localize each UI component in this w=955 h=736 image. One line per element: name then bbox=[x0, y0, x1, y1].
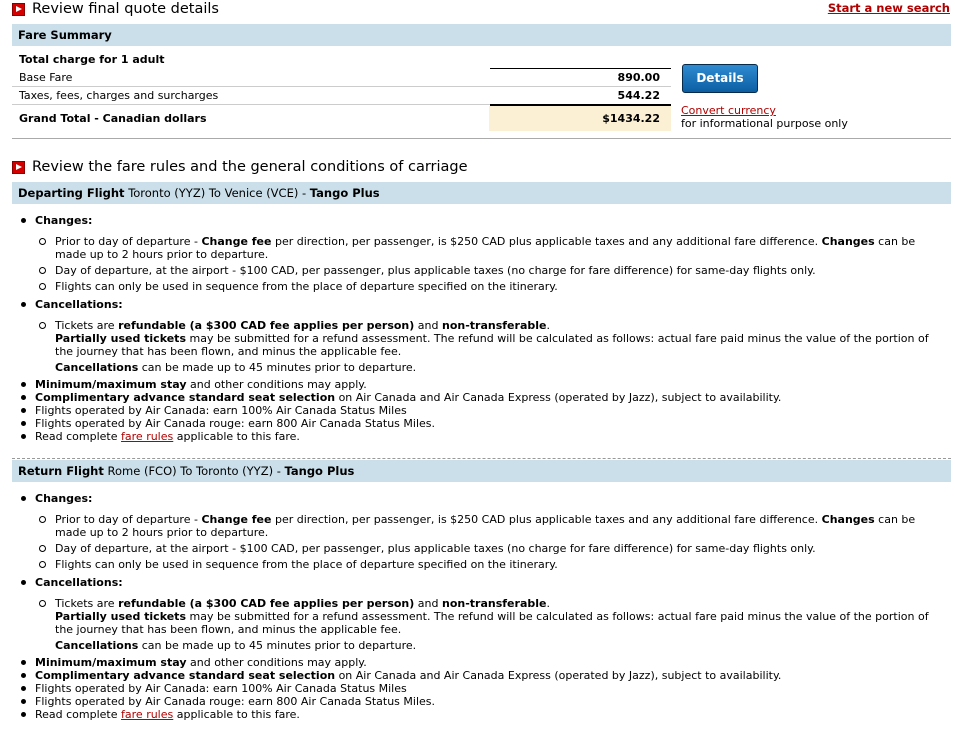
list-item: Minimum/maximum stay and other conditions may apply. bbox=[0, 378, 955, 391]
fare-summary-title: Fare Summary bbox=[18, 28, 112, 42]
list-item: Prior to day of departure - Change fee per direction, per passenger, is $250 CAD plus applicable taxes and any additional fare difference. Changes can be made up to 2 hours prior to departure. bbox=[0, 235, 955, 261]
quote-header bbox=[0, 0, 955, 20]
list-item: Flights operated by Air Canada: earn 100% Air Canada Status Miles bbox=[0, 682, 955, 695]
list-item: Minimum/maximum stay and other conditions may apply. bbox=[0, 656, 955, 669]
departing-flight-band bbox=[12, 182, 951, 204]
start-new-search-link[interactable]: Start a new search bbox=[827, 1, 950, 15]
cancellations-heading: Cancellations: bbox=[35, 298, 123, 311]
list-item: Flights can only be used in sequence from the place of departure specified on the itinerary. bbox=[0, 558, 955, 571]
list-item bbox=[0, 576, 955, 589]
list-item: Tickets are refundable (a $300 CAD fee applies per person) and non-transferable. Partially used tickets may be submitted for a refund assessment. The refund will be calculated as follows: actual fare paid minus the value of the portion of the journey that has been flown, and minus the applicable fee. Cancellations can be made up to 45 minutes prior to departure. bbox=[0, 597, 955, 652]
grand-total-value: $1434.22 bbox=[602, 112, 660, 125]
divider bbox=[490, 68, 671, 69]
fare-rules-link[interactable]: fare rules bbox=[121, 430, 174, 443]
return-flight-band bbox=[12, 460, 951, 482]
list-item: Day of departure, at the airport - $100 CAD, per passenger, plus applicable taxes (no charge for fare difference) for same-day flights only. bbox=[0, 542, 955, 555]
list-item: Complimentary advance standard seat selection on Air Canada and Air Canada Express (operated by Jazz), subject to availability. bbox=[0, 391, 955, 404]
list-item: Prior to day of departure - Change fee per direction, per passenger, is $250 CAD plus applicable taxes and any additional fare difference. Changes can be made up to 2 hours prior to departure. bbox=[0, 513, 955, 539]
divider bbox=[12, 86, 671, 87]
flight-route: Toronto (YYZ) To Venice (VCE) - bbox=[128, 186, 307, 200]
base-fare-value: 890.00 bbox=[617, 71, 660, 84]
fare-rules-title: Review the fare rules and the general conditions of carriage bbox=[32, 159, 468, 175]
page-title: Review final quote details bbox=[32, 1, 219, 17]
base-fare-label: Base Fare bbox=[19, 71, 73, 84]
divider bbox=[12, 458, 951, 459]
flight-route: Rome (FCO) To Toronto (YYZ) - bbox=[107, 464, 281, 478]
list-item: Flights operated by Air Canada rouge: earn 800 Air Canada Status Miles. bbox=[0, 695, 955, 708]
return-conditions bbox=[0, 492, 955, 721]
fare-class: Tango Plus bbox=[309, 186, 380, 200]
fare-summary-band bbox=[12, 24, 951, 46]
list-item: Flights can only be used in sequence from the place of departure specified on the itinerary. bbox=[0, 280, 955, 293]
list-item: Tickets are refundable (a $300 CAD fee applies per person) and non-transferable. Partially used tickets may be submitted for a refund assessment. The refund will be calculated as follows: actual fare paid minus the value of the portion of the journey that has been flown, and minus the applicable fee. Cancellations can be made up to 45 minutes prior to departure. bbox=[0, 319, 955, 374]
list-item: Read complete fare rules applicable to this fare. bbox=[0, 430, 955, 443]
section-arrow-icon bbox=[12, 3, 25, 16]
departing-conditions bbox=[0, 214, 955, 443]
total-charge-label: Total charge for 1 adult bbox=[19, 53, 165, 66]
list-item bbox=[0, 492, 955, 505]
list-item: Complimentary advance standard seat selection on Air Canada and Air Canada Express (operated by Jazz), subject to availability. bbox=[0, 669, 955, 682]
informational-note: for informational purpose only bbox=[681, 117, 848, 130]
list-item: Day of departure, at the airport - $100 CAD, per passenger, plus applicable taxes (no charge for fare difference) for same-day flights only. bbox=[0, 264, 955, 277]
flight-type-label: Departing Flight bbox=[18, 186, 125, 200]
fare-rules-header bbox=[0, 158, 955, 178]
fare-class: Tango Plus bbox=[284, 464, 355, 478]
cancellations-heading: Cancellations: bbox=[35, 576, 123, 589]
taxes-label: Taxes, fees, charges and surcharges bbox=[19, 89, 219, 102]
convert-currency-link[interactable]: Convert currency bbox=[681, 104, 776, 117]
list-item: Flights operated by Air Canada: earn 100% Air Canada Status Miles bbox=[0, 404, 955, 417]
changes-heading: Changes: bbox=[35, 492, 93, 505]
list-item: Read complete fare rules applicable to this fare. bbox=[0, 708, 955, 721]
divider bbox=[12, 138, 951, 139]
list-item bbox=[0, 298, 955, 311]
fare-rules-link[interactable]: fare rules bbox=[121, 708, 174, 721]
grand-total-label: Grand Total - Canadian dollars bbox=[19, 112, 207, 125]
taxes-value: 544.22 bbox=[617, 89, 660, 102]
details-button[interactable]: Details bbox=[682, 64, 758, 93]
list-item bbox=[0, 214, 955, 227]
flight-type-label: Return Flight bbox=[18, 464, 104, 478]
changes-heading: Changes: bbox=[35, 214, 93, 227]
section-arrow-icon bbox=[12, 161, 25, 174]
list-item: Flights operated by Air Canada rouge: earn 800 Air Canada Status Miles. bbox=[0, 417, 955, 430]
